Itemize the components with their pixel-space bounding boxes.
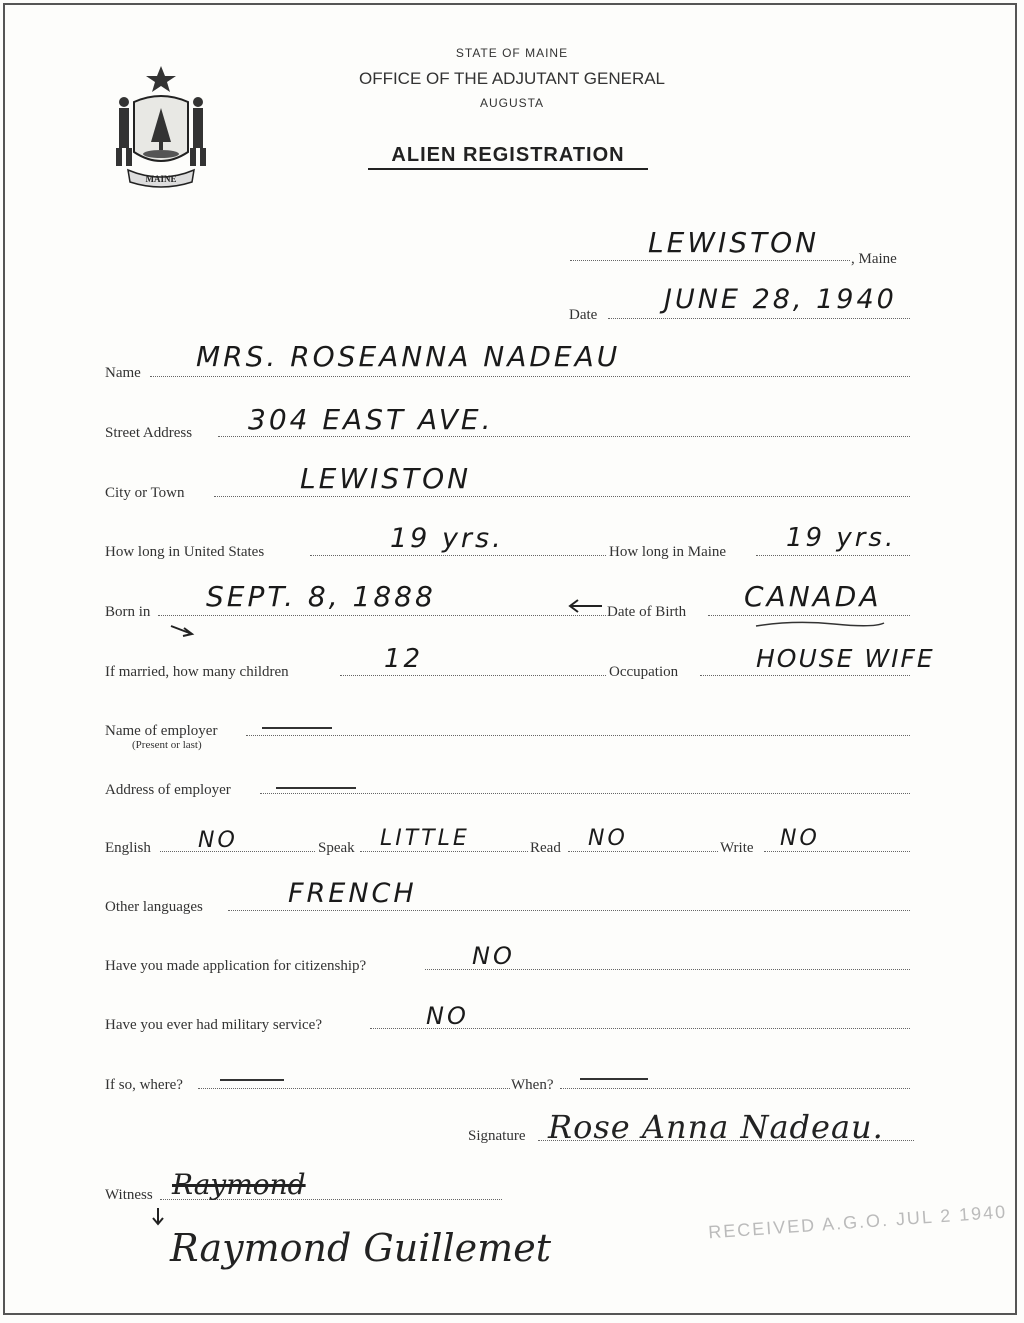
military-value: NO (426, 1002, 469, 1030)
where-label: If so, where? (105, 1077, 183, 1093)
signature-label: Signature (468, 1128, 526, 1144)
born-label: Born in (105, 604, 151, 620)
place-suffix-label: , Maine (851, 251, 897, 267)
page-title: ALIEN REGISTRATION (368, 144, 648, 170)
english-value: NO (198, 828, 238, 853)
date-value: JUNE 28, 1940 (664, 284, 897, 315)
maine-duration-value: 19 yrs. (786, 523, 897, 553)
seal-text: MAINE (145, 174, 177, 184)
arrow-down-icon (150, 1206, 166, 1228)
name-value: MRS. ROSEANNA NADEAU (196, 340, 621, 373)
speak-label: Speak (318, 840, 355, 856)
arrow-annotation-icon (168, 622, 198, 638)
name-label: Name (105, 365, 141, 381)
write-value: NO (780, 826, 820, 851)
read-label: Read (530, 840, 561, 856)
other-languages-value: FRENCH (288, 878, 417, 909)
signature-value: Rose Anna Nadeau. (548, 1108, 884, 1146)
header-state: STATE OF MAINE (455, 46, 569, 60)
maine-duration-label: How long in Maine (609, 544, 727, 560)
street-value: 304 EAST AVE. (248, 403, 494, 436)
employer-label: Name of employer (105, 723, 218, 739)
military-label: Have you ever had military service? (105, 1017, 322, 1033)
read-value: NO (588, 826, 628, 851)
received-stamp: RECEIVED A.G.O. JUL 2 1940 (707, 1201, 1008, 1243)
occupation-label: Occupation (609, 664, 679, 680)
witness-value: Raymond Guillemet (170, 1226, 551, 1270)
employer-address-label: Address of employer (105, 782, 231, 798)
city-label: City or Town (105, 485, 185, 501)
speak-value: LITTLE (380, 826, 470, 851)
dob-value: CANADA (744, 580, 882, 613)
street-label: Street Address (105, 425, 193, 441)
employer-address-dash (276, 787, 356, 789)
children-value: 12 (384, 644, 424, 674)
citizenship-value: NO (472, 942, 515, 970)
where-dash (220, 1079, 284, 1081)
write-label: Write (720, 840, 754, 856)
other-languages-label: Other languages (105, 899, 203, 915)
dob-label: Date of Birth (607, 604, 687, 620)
date-label: Date (569, 307, 598, 323)
english-label: English (105, 840, 151, 856)
us-duration-value: 19 yrs. (390, 523, 504, 554)
when-dash (580, 1078, 648, 1080)
underline-scribble (754, 618, 886, 630)
citizenship-label: Have you made application for citizenship? (105, 958, 367, 974)
born-value: SEPT. 8, 1888 (206, 580, 436, 613)
us-duration-label: How long in United States (105, 544, 265, 560)
witness-label: Witness (105, 1187, 153, 1203)
header-office: OFFICE OF THE ADJUTANT GENERAL (358, 69, 666, 88)
occupation-value: HOUSE WIFE (756, 644, 935, 673)
when-label: When? (511, 1077, 554, 1093)
header-city: AUGUSTA (479, 96, 545, 110)
children-label: If married, how many children (105, 664, 289, 680)
arrow-left-icon (566, 598, 604, 614)
employer-dash (262, 727, 332, 729)
witness-struck-value: Raymond (172, 1168, 306, 1201)
employer-sublabel: (Present or last) (132, 739, 202, 751)
place-value: LEWISTON (648, 226, 820, 259)
city-value: LEWISTON (300, 462, 472, 495)
